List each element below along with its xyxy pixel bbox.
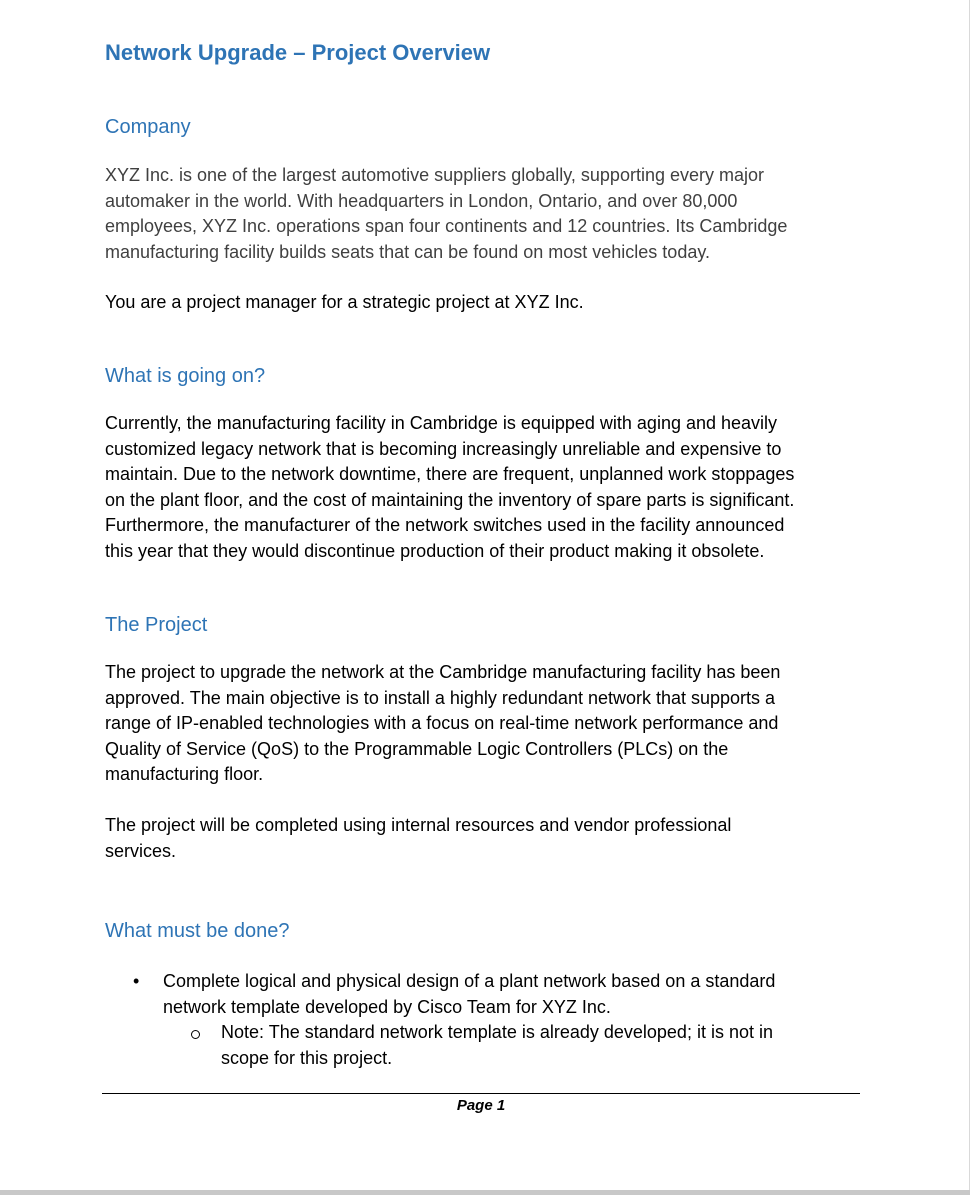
- situation-line: Currently, the manufacturing facility in Cambridge is equipped with aging and heavily: [105, 413, 778, 433]
- situation-line: customized legacy network that is becoming increasingly unreliable and expensive to: [105, 438, 782, 459]
- hollow-circle-bullet-icon: [191, 1030, 200, 1039]
- sub-bullet-item: [221, 1020, 773, 1071]
- company-line: manufacturing facility builds seats that can be found on most vehicles today.: [105, 241, 711, 262]
- page-bottom-edge: [0, 1190, 970, 1195]
- company-paragraph: [105, 163, 787, 265]
- company-line: XYZ Inc. is one of the largest automotive suppliers globally, supporting every major: [105, 165, 764, 185]
- project-line: range of IP-enabled technologies with a focus on real-time network performance and: [105, 713, 779, 733]
- document-title: Network Upgrade – Project Overview: [105, 40, 491, 65]
- project-line: approved. The main objective is to install a highly redundant network that supports a: [105, 687, 776, 708]
- company-line: employees, XYZ Inc. operations span four continents and 12 countries. Its Cambridge: [105, 216, 788, 236]
- resources-line: services.: [105, 840, 177, 861]
- bullet-dot-icon: •: [133, 971, 140, 991]
- situation-line: Furthermore, the manufacturer of the network switches used in the facility announced: [105, 515, 785, 535]
- project-paragraph: [105, 660, 780, 788]
- bullet-item: [163, 969, 775, 1020]
- project-line: The project to upgrade the network at the Cambridge manufacturing facility has been: [105, 662, 781, 682]
- project-line: manufacturing floor.: [105, 764, 264, 784]
- company-line: automaker in the world. With headquarters in London, Ontario, and over 80,000: [105, 190, 738, 211]
- bullet-line: network template developed by Cisco Team for XYZ Inc.: [163, 996, 611, 1017]
- project-line: Quality of Service (QoS) to the Programmable Logic Controllers (PLCs) on the: [105, 738, 729, 759]
- heading-the-project: The Project: [105, 614, 208, 636]
- resources-paragraph: [105, 813, 731, 864]
- situation-line: maintain. Due to the network downtime, there are frequent, unplanned work stoppages: [105, 464, 795, 484]
- resources-line: The project will be completed using internal resources and vendor professional: [105, 815, 732, 835]
- situation-paragraph: [105, 411, 794, 564]
- sub-bullet-line: Note: The standard network template is already developed; it is not in: [221, 1022, 773, 1042]
- heading-what-must-be-done: What must be done?: [105, 920, 290, 942]
- page-number: Page 1: [456, 1097, 506, 1114]
- role-statement: You are a project manager for a strategic project at XYZ Inc.: [105, 292, 584, 312]
- situation-line: on the plant floor, and the cost of maintaining the inventory of spare parts is significant.: [105, 489, 795, 510]
- bullet-line: Complete logical and physical design of a plant network based on a standard: [163, 971, 776, 991]
- heading-what-is-going-on: What is going on?: [105, 365, 266, 387]
- sub-bullet-line: scope for this project.: [221, 1047, 393, 1068]
- heading-company: Company: [105, 116, 191, 138]
- footer-divider: [102, 1093, 860, 1094]
- situation-line: this year that they would discontinue production of their product making it obsolete.: [105, 540, 765, 561]
